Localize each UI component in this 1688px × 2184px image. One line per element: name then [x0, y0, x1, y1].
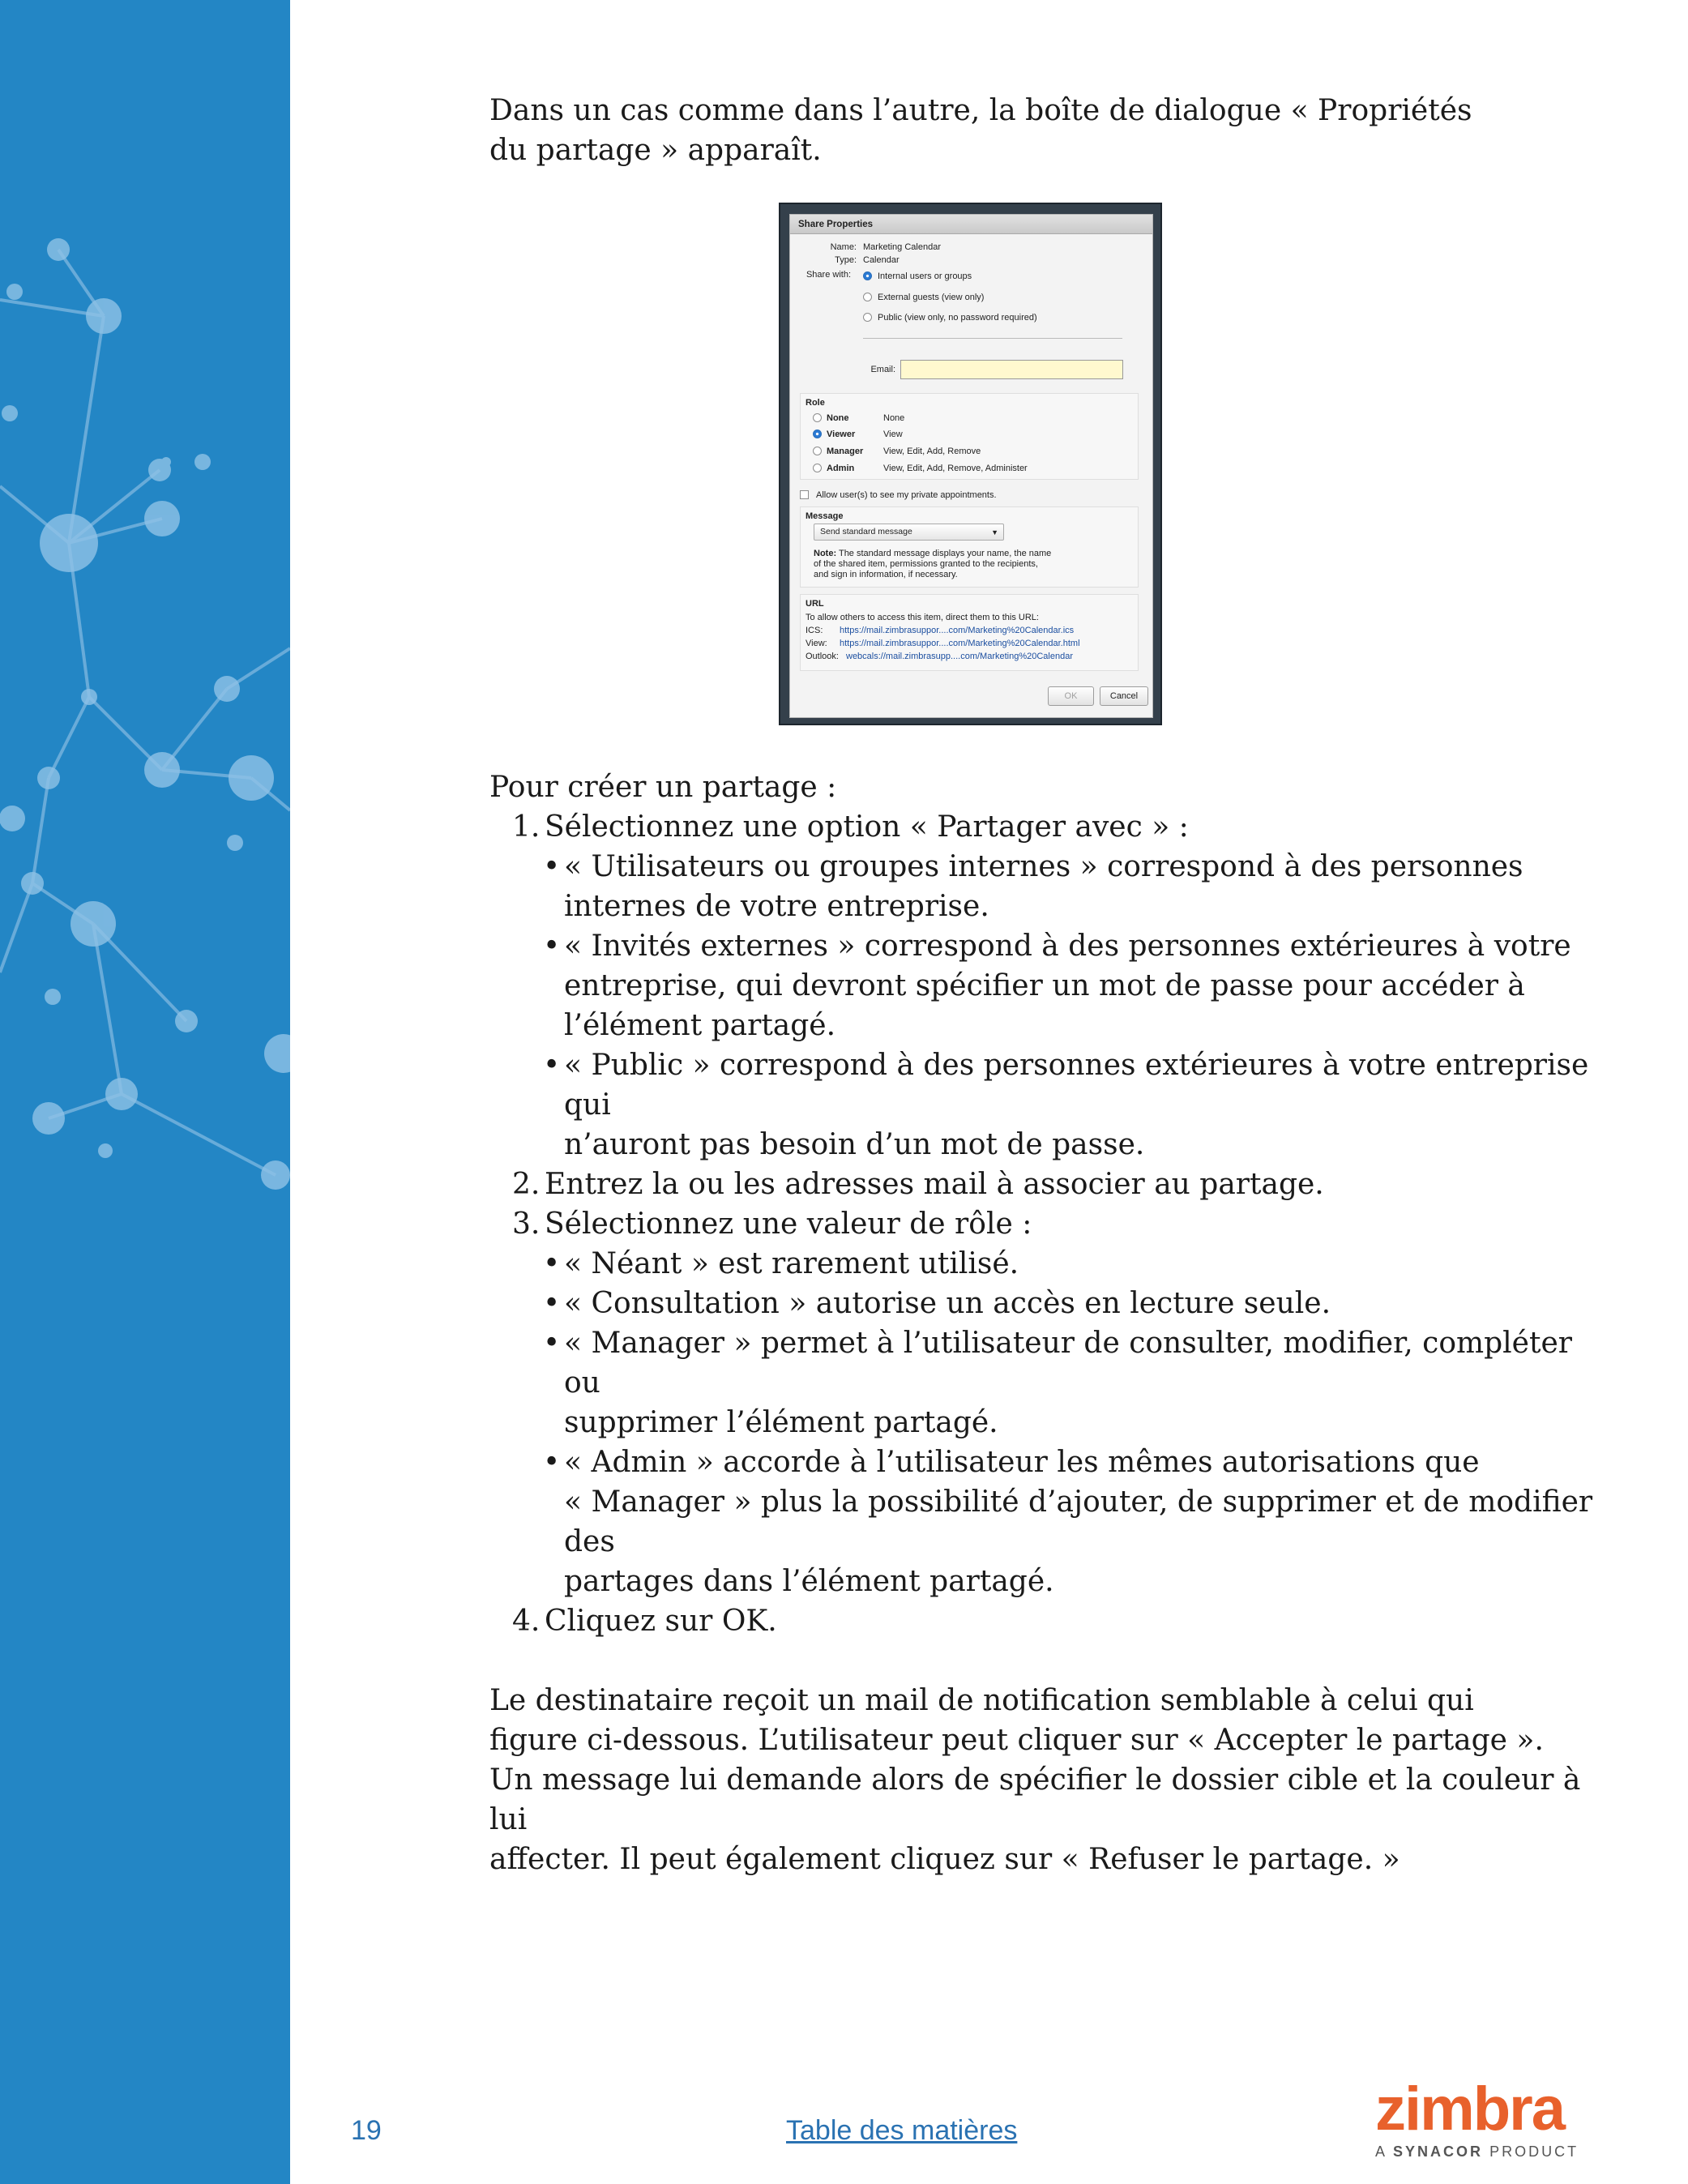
share-properties-dialog: [789, 214, 1153, 718]
radio-role-manager[interactable]: [813, 447, 822, 455]
list-item-step: [489, 1165, 1608, 1204]
bullet-icon: •: [543, 1049, 561, 1082]
name-value: Marketing Calendar: [863, 242, 941, 252]
share-option-external: External guests (view only): [878, 293, 985, 302]
instructions: [489, 767, 1608, 1879]
main-content: [489, 91, 1608, 170]
radio-role-viewer[interactable]: [813, 430, 822, 438]
share-option-public: Public (view only, no password required): [878, 313, 1037, 323]
bullet-icon: •: [543, 1287, 561, 1320]
message-select[interactable]: [814, 524, 1004, 541]
list-item-bullet: [489, 926, 1608, 1045]
share-option-internal: Internal users or groups: [878, 271, 972, 281]
molecule-network-graphic: [0, 0, 290, 1264]
outlook-label: Outlook:: [806, 652, 839, 661]
type-value: Calendar: [863, 255, 900, 265]
chevron-down-icon: ▼: [991, 528, 998, 536]
radio-public[interactable]: [863, 313, 872, 322]
url-intro: To allow others to access this item, direct them to this URL:: [806, 613, 1039, 622]
logo-wordmark: zimbra: [1375, 2075, 1564, 2143]
bullet-line: « Invités externes » correspond à des personnes extérieures à votre: [564, 930, 1571, 963]
email-label: Email:: [870, 365, 895, 374]
bullet-line: « Utilisateurs ou groupes internes » correspond à des personnes: [564, 850, 1523, 883]
share-properties-screenshot: [779, 203, 1162, 725]
bullet-line: l’élément partagé.: [564, 1009, 836, 1042]
role-title: Role: [806, 398, 825, 408]
role-section: [800, 393, 1139, 480]
bullet-line: entreprise, qui devront spécifier un mot de passe pour accéder à: [564, 969, 1525, 1002]
step-text: Sélectionnez une option « Partager avec » :: [545, 810, 1189, 844]
bullet-line: « Public » correspond à des personnes extérieures à votre entreprise qui: [564, 1049, 1589, 1122]
url-title: URL: [806, 599, 824, 609]
cancel-button[interactable]: Cancel: [1100, 686, 1148, 706]
bullet-line: partages dans l’élément partagé.: [564, 1565, 1054, 1598]
list-item-bullet: [489, 1045, 1608, 1165]
table-of-contents-link[interactable]: Table des matières: [786, 2115, 1018, 2146]
role-viewer-desc: View: [883, 430, 903, 439]
url-section: [800, 594, 1139, 671]
radio-external[interactable]: [863, 293, 872, 301]
list-item-step: [489, 1601, 1608, 1641]
closing-paragraph: [489, 1681, 1608, 1879]
bullet-line: supprimer l’élément partagé.: [564, 1406, 998, 1439]
create-heading: Pour créer un partage :: [489, 771, 837, 804]
list-item-bullet: [489, 1244, 1608, 1284]
role-viewer-name: Viewer: [827, 430, 856, 439]
note-line-1: [814, 548, 1051, 559]
spacer: [489, 1641, 1608, 1681]
private-appointments-label: Allow user(s) to see my private appointments.: [816, 490, 997, 500]
logo-tagline: [1375, 2143, 1588, 2160]
ics-url-link[interactable]: https://mail.zimbrasuppor....com/Marketing%20Calendar.ics: [840, 626, 1075, 635]
step-number: 2.: [512, 1168, 541, 1201]
step-text: Entrez la ou les adresses mail à associer au partage.: [545, 1168, 1324, 1201]
page-number: 19: [351, 2115, 382, 2146]
message-section: [800, 506, 1139, 588]
decorative-side-band: [0, 0, 290, 2184]
bullet-icon: •: [543, 850, 561, 883]
list-item-bullet: [489, 1442, 1608, 1601]
intro-paragraph: Dans un cas comme dans l’autre, la boîte de dialogue « Propriétés du partage » apparaît.: [489, 94, 1472, 167]
logo-tag-product: PRODUCT: [1489, 2143, 1579, 2160]
list-item-step: [489, 807, 1608, 847]
view-label: View:: [806, 639, 827, 648]
role-admin-name: Admin: [827, 464, 855, 473]
ok-button[interactable]: OK: [1048, 686, 1094, 706]
note-text-2: of the shared item, permissions granted to the recipients,: [814, 559, 1038, 569]
bullet-icon: •: [543, 1247, 561, 1280]
role-manager-name: Manager: [827, 447, 864, 456]
bullet-icon: •: [543, 930, 561, 963]
step-text: Sélectionnez une valeur de rôle :: [545, 1207, 1032, 1241]
divider: [863, 338, 1122, 339]
role-none-desc: None: [883, 413, 905, 423]
private-appointments-checkbox[interactable]: [800, 490, 809, 499]
list-item-bullet: [489, 1323, 1608, 1442]
step-text: Cliquez sur OK.: [545, 1605, 777, 1638]
step-number: 3.: [512, 1207, 541, 1241]
radio-internal[interactable]: [863, 271, 872, 280]
bullet-line: « Manager » permet à l’utilisateur de consulter, modifier, compléter ou: [564, 1327, 1572, 1400]
email-input[interactable]: [900, 360, 1123, 379]
bullet-line: internes de votre entreprise.: [564, 890, 989, 923]
note-label: Note:: [814, 549, 837, 558]
bullet-line: n’auront pas besoin d’un mot de passe.: [564, 1128, 1145, 1161]
bullet-line: « Consultation » autorise un accès en lecture seule.: [564, 1287, 1331, 1320]
step-number: 1.: [512, 810, 541, 844]
list-item-bullet: [489, 1284, 1608, 1323]
name-label: Name:: [830, 242, 857, 252]
closing-line: Le destinataire reçoit un mail de notification semblable à celui qui: [489, 1684, 1474, 1717]
bullet-line: « Admin » accorde à l’utilisateur les mêmes autorisations que: [564, 1446, 1480, 1479]
bullet-icon: •: [543, 1446, 561, 1479]
closing-line: affecter. Il peut également cliquez sur « Refuser le partage. »: [489, 1843, 1400, 1876]
logo-tag-a: A: [1375, 2143, 1387, 2160]
note-text-1: The standard message displays your name, the name: [838, 549, 1052, 558]
list-item-bullet: [489, 847, 1608, 926]
note-text-3: and sign in information, if necessary.: [814, 570, 958, 579]
role-manager-desc: View, Edit, Add, Remove: [883, 447, 981, 456]
role-none-name: None: [827, 413, 849, 423]
closing-line: figure ci-dessous. L’utilisateur peut cliquer sur « Accepter le partage ».: [489, 1724, 1544, 1757]
type-label: Type:: [835, 255, 857, 265]
outlook-url-link[interactable]: webcals://mail.zimbrasupp....com/Marketing%20Calendar: [846, 652, 1074, 661]
share-with-label: Share with:: [806, 270, 851, 280]
list-item-step: [489, 1204, 1608, 1244]
logo-tag-brand: SYNACOR: [1393, 2143, 1484, 2160]
steps-list: [489, 807, 1608, 1641]
role-admin-desc: View, Edit, Add, Remove, Administer: [883, 464, 1028, 473]
ics-label: ICS:: [806, 626, 823, 635]
dialog-title: Share Properties: [790, 215, 1152, 234]
bullet-line: « Manager » plus la possibilité d’ajouter, de supprimer et de modifier des: [564, 1485, 1593, 1558]
radio-role-none[interactable]: [813, 413, 822, 422]
bullet-icon: •: [543, 1327, 561, 1360]
zimbra-logo: [1375, 2075, 1588, 2168]
step-number: 4.: [512, 1605, 541, 1638]
view-url-link[interactable]: https://mail.zimbrasuppor....com/Marketing%20Calendar.html: [840, 639, 1080, 648]
radio-role-admin[interactable]: [813, 464, 822, 472]
closing-line: Un message lui demande alors de spécifier le dossier cible et la couleur à lui: [489, 1763, 1581, 1836]
message-select-value: Send standard message: [820, 527, 912, 536]
bullet-line: « Néant » est rarement utilisé.: [564, 1247, 1019, 1280]
message-title: Message: [806, 511, 844, 521]
